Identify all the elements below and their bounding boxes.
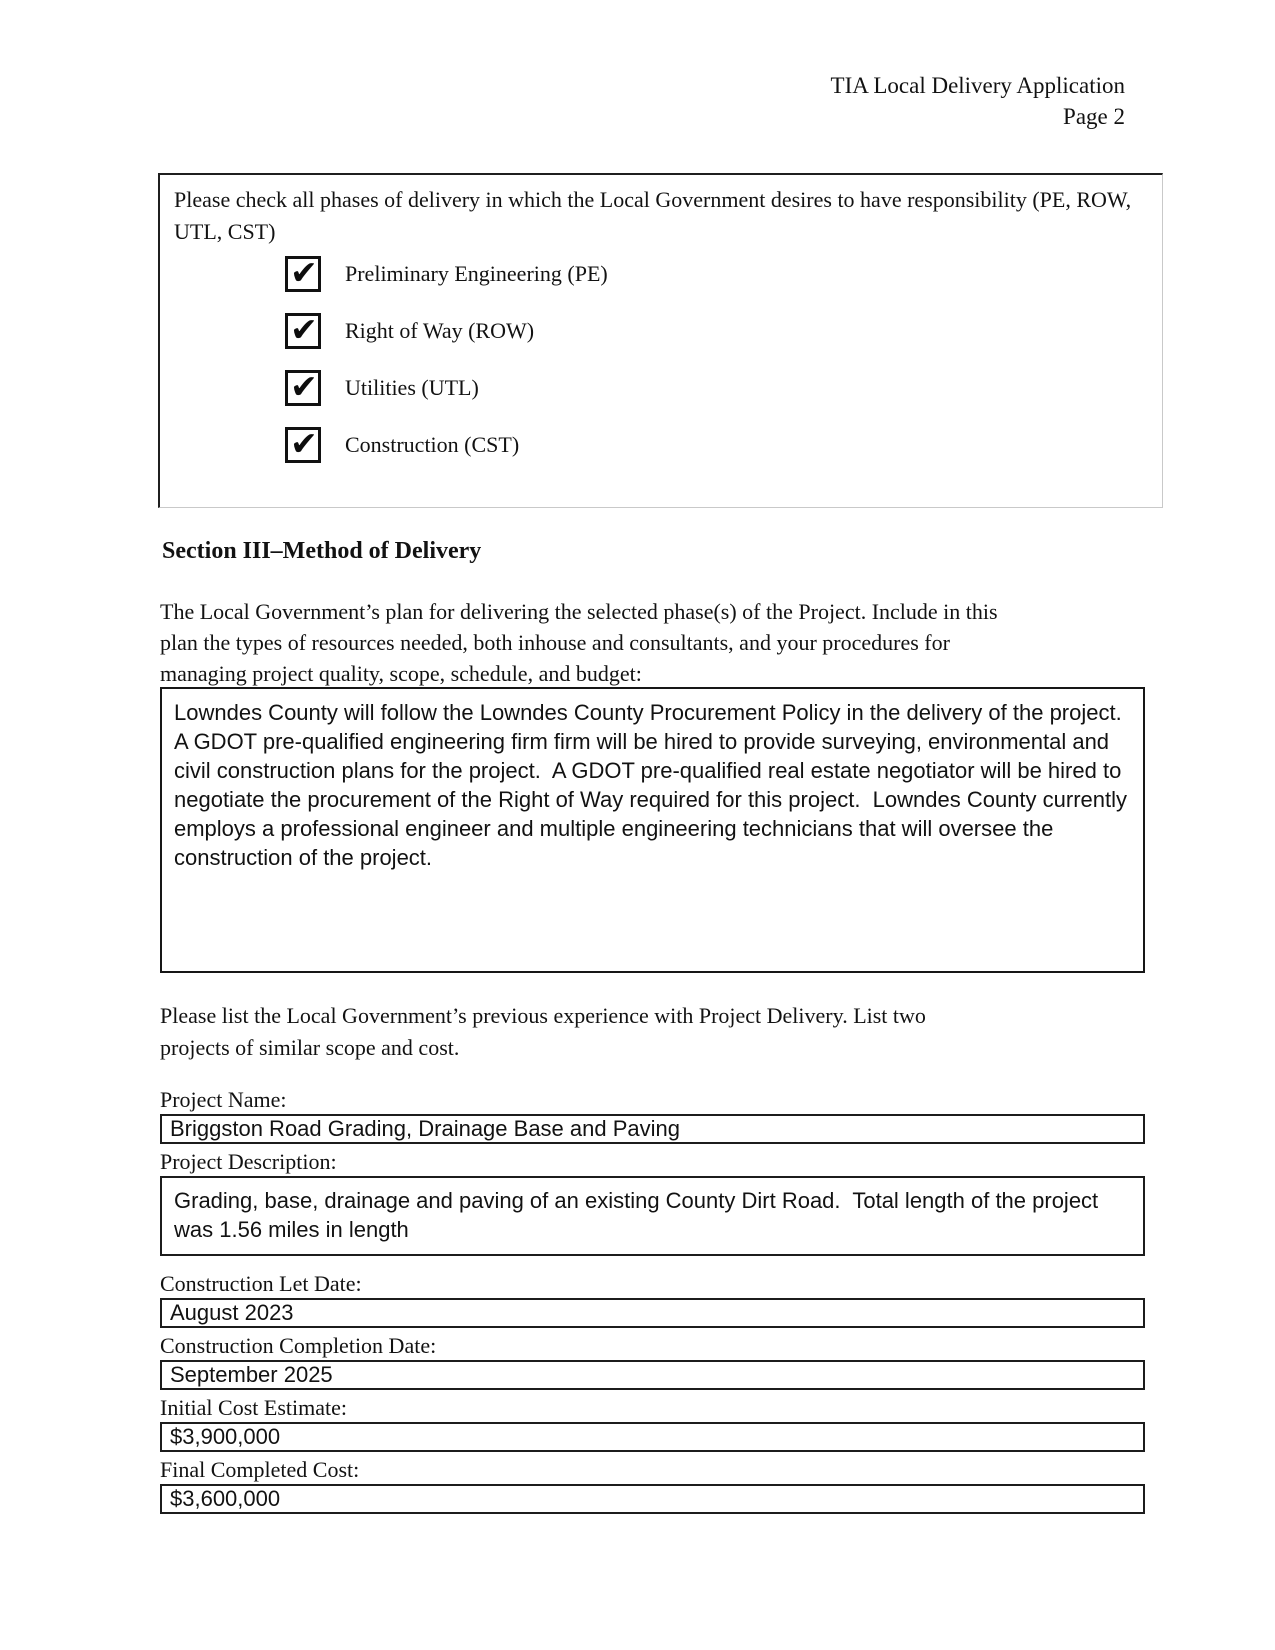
final-completed-cost-input[interactable]: $3,600,000 [160, 1484, 1145, 1514]
final-completed-cost-label: Final Completed Cost: [160, 1457, 360, 1482]
construction-let-date-input[interactable]: August 2023 [160, 1298, 1145, 1328]
section-heading: Section III–Method of Delivery [162, 538, 482, 564]
checkbox-right-of-way[interactable] [285, 309, 321, 349]
construction-completion-date-label: Construction Completion Date: [160, 1333, 437, 1358]
phases-prompt: Please check all phases of delivery in which the Local Government desires to have responsibility (PE, ROW, UTL, CST) [174, 187, 1132, 244]
phase-label-utilities: Utilities (UTL) [345, 375, 479, 400]
checkmark-icon: ✔ [290, 252, 318, 292]
checkmark-icon: ✔ [290, 366, 318, 406]
phase-label-preliminary-engineering: Preliminary Engineering (PE) [345, 261, 608, 286]
checkmark-icon: ✔ [290, 423, 318, 463]
project-name-input[interactable]: Briggston Road Grading, Drainage Base and Paving [160, 1114, 1145, 1144]
phase-label-right-of-way: Right of Way (ROW) [345, 318, 535, 343]
phase-row-utilities [285, 366, 1148, 407]
checkbox-construction[interactable] [285, 423, 321, 463]
method-intro-paragraph: The Local Government’s plan for delivering the selected phase(s) of the Project. Include in this plan the types of resources needed, both inhouse and consultants, and your procedures for managing project quality, scope, schedule, and budget: [160, 599, 998, 686]
initial-cost-estimate-label: Initial Cost Estimate: [160, 1395, 347, 1420]
construction-let-date-label: Construction Let Date: [160, 1271, 362, 1296]
phase-label-construction: Construction (CST) [345, 432, 520, 457]
page-header [831, 70, 1125, 132]
checkmark-icon: ✔ [290, 309, 318, 349]
checkbox-utilities[interactable] [285, 366, 321, 406]
project-name-label: Project Name: [160, 1087, 287, 1112]
phase-row-right-of-way [285, 309, 1148, 350]
document-title: TIA Local Delivery Application [830, 73, 1125, 98]
phases-checklist-box [158, 173, 1163, 508]
page-number: Page 2 [1063, 104, 1125, 129]
construction-completion-date-input[interactable]: September 2025 [160, 1360, 1145, 1390]
project-description-textarea[interactable]: Grading, base, drainage and paving of an existing County Dirt Road. Total length of the project was 1.56 miles in length [160, 1176, 1145, 1256]
method-of-delivery-textarea[interactable]: Lowndes County will follow the Lowndes County Procurement Policy in the delivery of the project. A GDOT pre-qualified engineering firm firm will be hired to provide surveying, environmental and civil construction plans for the project. A GDOT pre-qualified real estate negotiator will be hired to negotiate the procurement of the Right of Way required for this project. Lowndes County currently employs a professional engineer and multiple engineering technicians that will oversee the construction of the project. [160, 687, 1145, 973]
phase-row-construction [285, 423, 1148, 464]
previous-experience-section [160, 1000, 1145, 1514]
experience-prompt: Please list the Local Government’s previous experience with Project Delivery. List two projects of similar scope and cost. [160, 1003, 926, 1060]
phase-row-preliminary-engineering [285, 252, 1148, 293]
project-description-label: Project Description: [160, 1149, 337, 1174]
checkbox-preliminary-engineering[interactable] [285, 252, 321, 292]
initial-cost-estimate-input[interactable]: $3,900,000 [160, 1422, 1145, 1452]
